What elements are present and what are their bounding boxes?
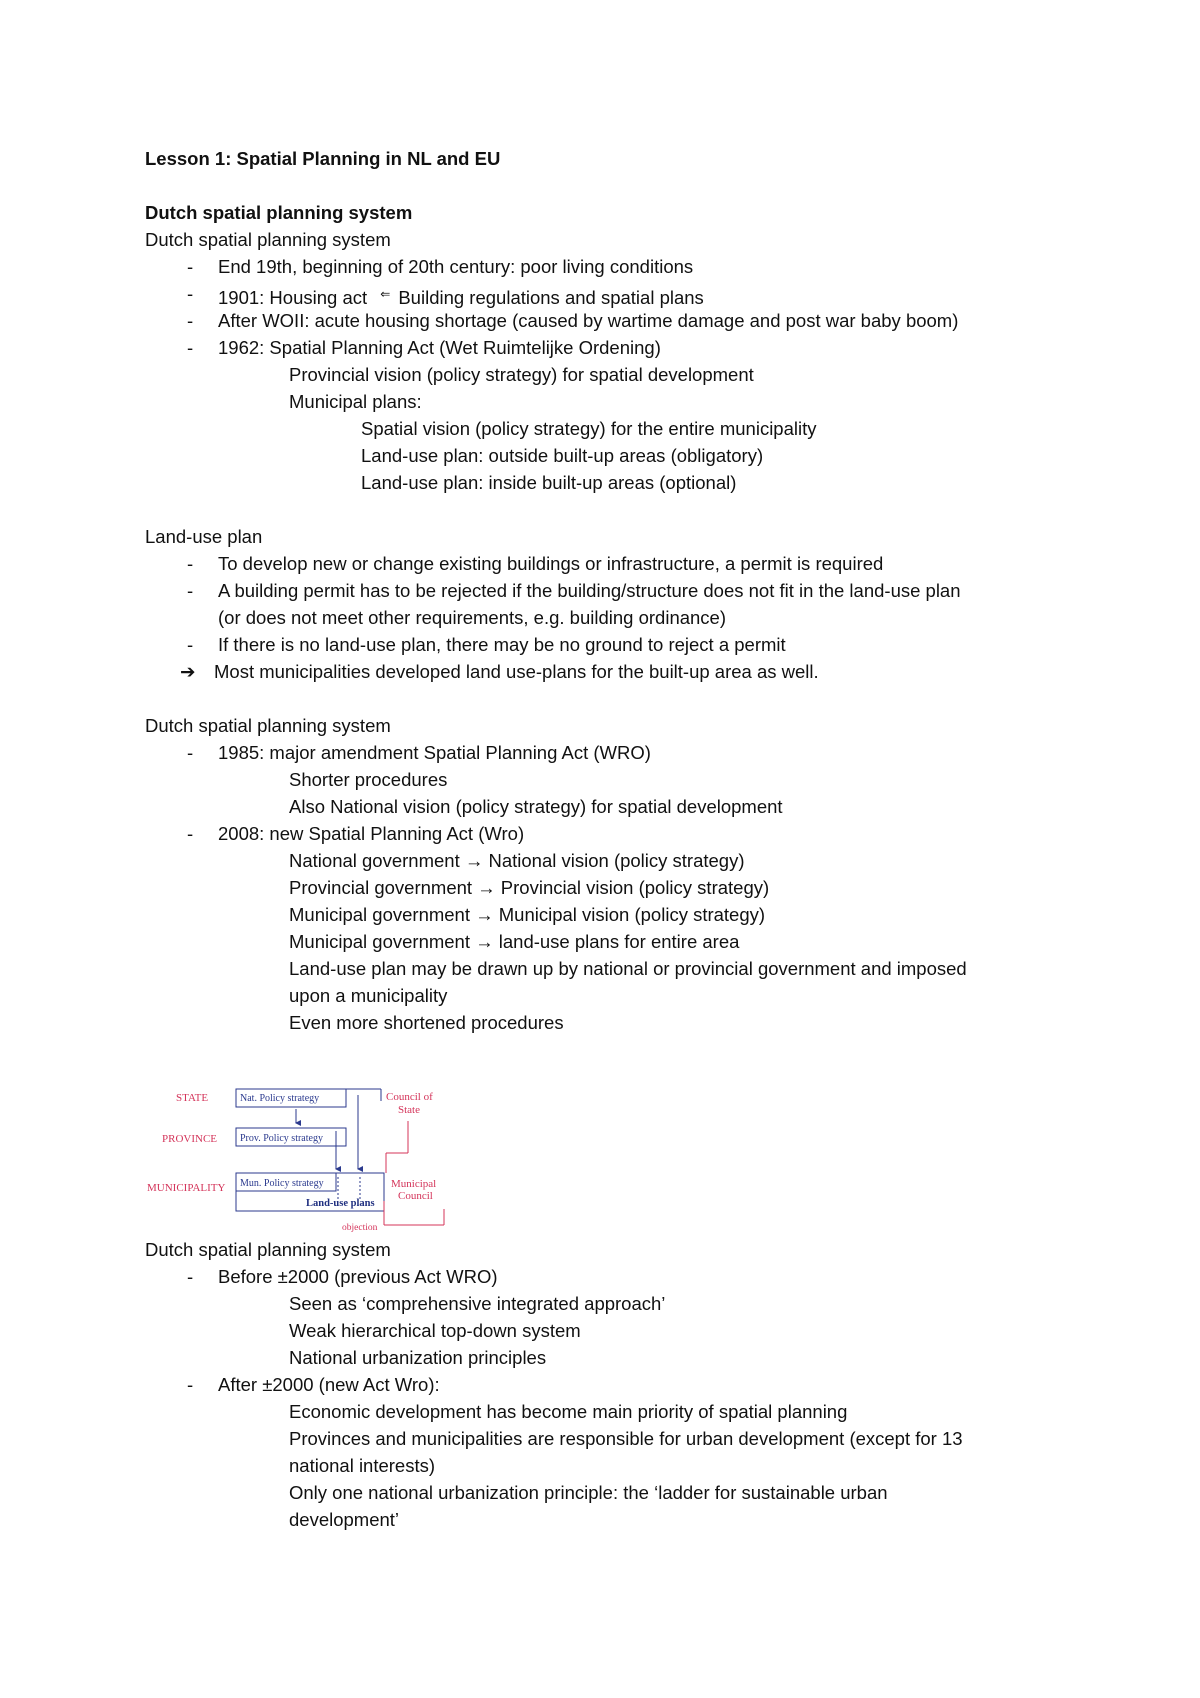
section-heading: Dutch spatial planning system (145, 715, 391, 736)
sub-item: Provincial government → Provincial vision (policy strategy) (289, 877, 770, 898)
sub-item: Municipal plans: (289, 391, 422, 412)
section-heading: Dutch spatial planning system (145, 202, 413, 223)
list-item: - 2008: new Spatial Planning Act (Wro) (187, 823, 525, 844)
land-use-label: Land-use plans (306, 1198, 375, 1209)
list-item: - Before ±2000 (previous Act WRO) (187, 1266, 498, 1287)
planning-hierarchy-diagram (146, 1073, 448, 1235)
municipal-council-line2: Council (398, 1190, 433, 1202)
list-item: - End 19th, beginning of 20th century: poor living conditions (187, 256, 694, 277)
sub-item: Economic development has become main priority of spatial planning (289, 1401, 848, 1422)
mun-policy-label: Mun. Policy strategy (240, 1178, 324, 1189)
section-heading: Land-use plan (145, 526, 263, 547)
list-item: - 1962: Spatial Planning Act (Wet Ruimtelijke Ordening) (187, 337, 661, 358)
left-arrow-icon: ⇐ (380, 287, 391, 301)
list-item: - After WOII: acute housing shortage (caused by wartime damage and post war baby boom) (187, 310, 959, 331)
level-label-state: STATE (176, 1092, 209, 1104)
section-subheading: Dutch spatial planning system (145, 229, 391, 250)
list-item: - A building permit has to be rejected if the building/structure does not fit in the land-use plan (187, 580, 961, 601)
sub-item-continuation: upon a municipality (289, 985, 448, 1006)
council-of-state-line1: Council of (386, 1091, 433, 1103)
objection-label: objection (342, 1223, 378, 1233)
level-label-municipality: MUNICIPALITY (147, 1182, 226, 1194)
municipal-council-line1: Municipal (391, 1178, 437, 1190)
sub-item: Municipal government → land-use plans for entire area (289, 931, 740, 952)
section-heading: Dutch spatial planning system (145, 1239, 391, 1260)
right-arrow-icon: ➔ (180, 661, 196, 682)
sub-item: Also National vision (policy strategy) for spatial development (289, 796, 783, 817)
sub-item: Weak hierarchical top-down system (289, 1320, 581, 1341)
sub-sub-item: Land-use plan: outside built-up areas (obligatory) (361, 445, 764, 466)
council-of-state-line2: State (398, 1104, 420, 1116)
sub-item-continuation: national interests) (289, 1455, 436, 1476)
list-item-continuation: (or does not meet other requirements, e.g. building ordinance) (218, 607, 727, 628)
sub-item: Shorter procedures (289, 769, 448, 790)
prov-policy-label: Prov. Policy strategy (240, 1133, 323, 1144)
sub-sub-item: Spatial vision (policy strategy) for the entire municipality (361, 418, 817, 439)
lesson-title: Lesson 1: Spatial Planning in NL and EU (145, 148, 501, 169)
sub-item: National government → National vision (policy strategy) (289, 850, 745, 871)
list-item: - If there is no land-use plan, there may be no ground to reject a permit (187, 634, 786, 655)
sub-item: Municipal government → Municipal vision (policy strategy) (289, 904, 766, 925)
sub-item: Land-use plan may be drawn up by national or provincial government and imposed (289, 958, 967, 979)
sub-item-continuation: development’ (289, 1509, 400, 1530)
sub-item: Provincial vision (policy strategy) for spatial development (289, 364, 754, 385)
sub-sub-item: Land-use plan: inside built-up areas (optional) (361, 472, 737, 493)
list-item: - 1985: major amendment Spatial Planning Act (WRO) (187, 742, 651, 763)
sub-item: Only one national urbanization principle: the ‘ladder for sustainable urban (289, 1482, 888, 1503)
sub-item: National urbanization principles (289, 1347, 547, 1368)
list-item: - 1901: Housing act ⇐ Building regulations and spatial plans (187, 283, 704, 308)
conclusion-item: ➔ Most municipalities developed land use-plans for the built-up area as well. (180, 661, 819, 682)
planning-hierarchy-svg (146, 1073, 448, 1235)
list-item: - After ±2000 (new Act Wro): (187, 1374, 440, 1395)
sub-item: Seen as ‘comprehensive integrated approach’ (289, 1293, 666, 1314)
sub-item: Even more shortened procedures (289, 1012, 564, 1033)
list-item: - To develop new or change existing buildings or infrastructure, a permit is required (187, 553, 884, 574)
nat-policy-label: Nat. Policy strategy (240, 1093, 320, 1104)
level-label-province: PROVINCE (162, 1133, 218, 1145)
sub-item: Provinces and municipalities are responsible for urban development (except for 13 (289, 1428, 963, 1449)
